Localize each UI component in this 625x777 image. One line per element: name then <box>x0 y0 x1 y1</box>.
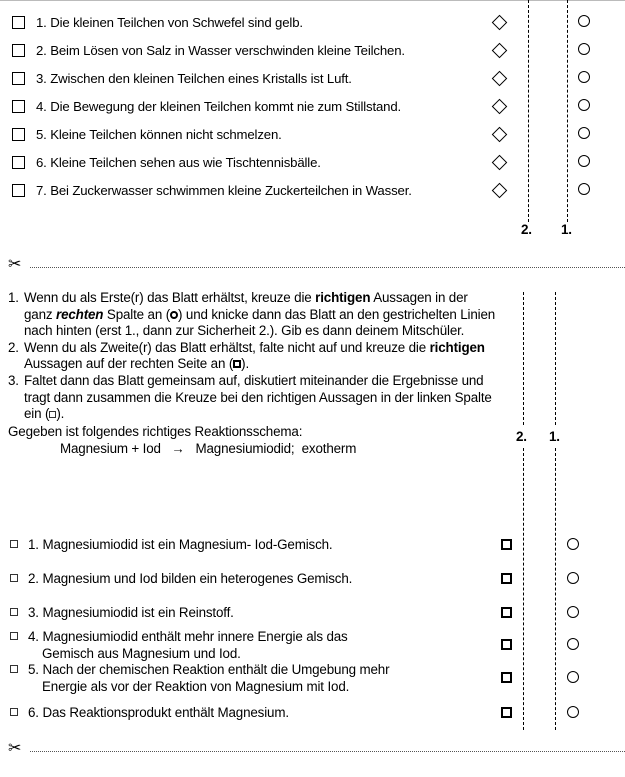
fold-label-1-top: 1. <box>561 222 572 237</box>
statement-number: 2. <box>28 571 39 586</box>
statement-number: 5. <box>28 662 39 677</box>
cut-rule-top <box>0 258 625 278</box>
checkbox-cell[interactable] <box>0 156 36 169</box>
circle-marker-icon[interactable] <box>578 43 590 55</box>
instr-seg-text: Spalte an ( <box>103 306 171 322</box>
statement-text <box>28 662 500 695</box>
circle-marker-icon[interactable] <box>578 183 590 195</box>
diamond-marker-icon[interactable] <box>491 42 507 58</box>
diamond-marker-icon[interactable] <box>491 14 507 30</box>
statement-body: Magnesiumiodid enthält mehr innere Energie als das <box>42 629 348 644</box>
instr-seg-bold: richtigen <box>315 290 371 305</box>
empty-square-checkbox-small-icon[interactable] <box>10 708 18 716</box>
checkbox-cell[interactable] <box>0 705 28 716</box>
statement-text <box>28 605 500 622</box>
diamond-marker-icon[interactable] <box>491 154 507 170</box>
diamond-marker-icon[interactable] <box>491 182 507 198</box>
instruction-item-1 <box>8 290 498 340</box>
square-marker-bold-icon[interactable] <box>501 607 512 618</box>
empty-square-checkbox-small-icon[interactable] <box>10 540 18 548</box>
diamond-cell[interactable] <box>486 185 512 196</box>
statement-number: 1. <box>36 14 47 30</box>
empty-square-checkbox-icon[interactable] <box>12 128 25 141</box>
statement-row <box>0 705 500 722</box>
instruction-number: 3. <box>8 372 19 388</box>
statement-body: Kleine Teilchen sehen aus wie Tischtennisbälle. <box>50 154 321 170</box>
statement-number: 5. <box>36 126 47 142</box>
statement-body-line2: Energie als vor der Reaktion von Magnesium mit Iod. <box>42 678 350 694</box>
instruction-text <box>24 373 498 423</box>
statement-body: Beim Lösen von Salz in Wasser verschwinden kleine Teilchen. <box>50 42 405 58</box>
statement-row <box>0 180 512 200</box>
statement-text <box>36 15 486 30</box>
circle-marker-icon[interactable] <box>567 671 579 683</box>
checkbox-cell[interactable] <box>0 537 28 548</box>
circle-marker-icon[interactable] <box>578 99 590 111</box>
diamond-marker-icon[interactable] <box>491 126 507 142</box>
statement-row <box>0 152 512 172</box>
instr-seg-text: Aussagen in der ganz <box>24 290 468 322</box>
reaction-schema: Magnesium + Iod → Magnesiumiodid; exotherm <box>60 441 357 457</box>
statement-body: Magnesium und Iod bilden ein heterogenes Gemisch. <box>42 571 353 586</box>
instructions-block <box>8 290 498 458</box>
checkbox-cell[interactable] <box>0 662 28 673</box>
diamond-cell[interactable] <box>486 17 512 28</box>
statement-row <box>0 605 500 622</box>
checkbox-cell[interactable] <box>0 100 36 113</box>
statement-text <box>28 705 500 722</box>
empty-square-checkbox-icon[interactable] <box>12 44 25 57</box>
statement-body: Die Bewegung der kleinen Teilchen kommt nie zum Stillstand. <box>50 98 402 114</box>
checkbox-cell[interactable] <box>0 128 36 141</box>
instr-seg-bold: richtigen <box>429 339 485 355</box>
empty-square-checkbox-icon[interactable] <box>12 72 25 85</box>
instruction-item-3 <box>8 373 498 423</box>
empty-square-checkbox-small-icon[interactable] <box>10 632 18 640</box>
fold-line-2-top <box>528 0 529 222</box>
fold-line-2-bottom <box>523 448 524 730</box>
instr-seg-text: ). <box>241 356 250 372</box>
instr-seg-text: Wenn du als Erste(r) das Blatt erhältst, kreuze die <box>24 290 316 305</box>
statement-row <box>0 12 512 32</box>
statement-body: Nach der chemischen Reaktion enthält die Umgebung mehr <box>42 662 390 677</box>
statement-row <box>0 96 512 116</box>
instr-seg-text: Faltet dann das Blatt gemeinsam auf, diskutiert miteinander die Ergebnisse und tragt dann zusammen die Kreuze bei den richtigen Aussagen in der linken Spalte ein ( <box>24 372 492 422</box>
statement-body: Bei Zuckerwasser schwimmen kleine Zuckerteilchen in Wasser. <box>50 182 412 198</box>
diamond-marker-icon[interactable] <box>491 70 507 86</box>
circle-marker-icon[interactable] <box>578 15 590 27</box>
square-marker-bold-icon[interactable] <box>501 573 512 584</box>
diamond-marker-icon[interactable] <box>491 98 507 114</box>
statement-row <box>0 537 500 554</box>
instr-seg-text: ) und knicke dann das Blatt an den gestrichelten Linien nach hinten (erst 1., dann zur Sicherheit 2.). Gib es dann deinem Mitschüler. <box>24 306 496 339</box>
circle-marker-icon[interactable] <box>567 538 579 550</box>
diamond-cell[interactable] <box>486 73 512 84</box>
checkbox-cell[interactable] <box>0 184 36 197</box>
statement-text <box>36 71 486 86</box>
circle-marker-icon[interactable] <box>567 572 579 584</box>
square-marker-bold-icon[interactable] <box>501 672 512 683</box>
instr-seg-text: Wenn du als Zweite(r) das Blatt erhältst, falte nicht auf und kreuze die <box>24 339 430 355</box>
instruction-text <box>24 290 498 340</box>
diamond-cell[interactable] <box>486 157 512 168</box>
statement-number: 6. <box>36 154 47 170</box>
fold-line-2-instructions <box>523 292 524 425</box>
empty-square-checkbox-icon[interactable] <box>12 184 25 197</box>
statement-body: Magnesiumiodid ist ein Reinstoff. <box>42 605 234 620</box>
instruction-text <box>24 340 498 373</box>
statement-body: Zwischen den kleinen Teilchen eines Kristalls ist Luft. <box>50 70 352 86</box>
statement-row <box>0 662 500 695</box>
statement-text <box>36 155 486 170</box>
cut-dotted-line <box>30 751 625 752</box>
statement-number: 4. <box>36 98 47 114</box>
diamond-cell[interactable] <box>486 129 512 140</box>
statement-row <box>0 124 512 144</box>
statement-text <box>28 571 500 588</box>
checkbox-cell[interactable] <box>0 605 28 616</box>
statement-number: 2. <box>36 42 47 58</box>
square-marker-bold-icon[interactable] <box>501 639 512 650</box>
instruction-item-2 <box>8 340 498 373</box>
statement-text <box>36 99 486 114</box>
statement-number: 4. <box>28 629 39 644</box>
checkbox-cell[interactable] <box>0 571 28 582</box>
instruction-number: 1. <box>8 290 19 305</box>
statement-text <box>36 127 486 142</box>
empty-square-checkbox-small-icon[interactable] <box>10 665 18 673</box>
diamond-cell[interactable] <box>486 101 512 112</box>
square-marker-bold-icon[interactable] <box>501 539 512 550</box>
scissors-icon: ✂ <box>8 740 22 757</box>
cut-rule-bottom <box>0 742 625 762</box>
empty-square-checkbox-small-icon[interactable] <box>10 574 18 582</box>
empty-square-checkbox-small-icon[interactable] <box>10 608 18 616</box>
fold-label-2-bottom: 2. <box>516 429 527 444</box>
circle-marker-icon <box>170 311 178 319</box>
statement-text <box>28 537 500 554</box>
statement-body: Kleine Teilchen können nicht schmelzen. <box>50 126 282 142</box>
statement-row <box>0 571 500 588</box>
diamond-cell[interactable] <box>486 45 512 56</box>
top-statement-section <box>0 0 625 252</box>
statement-body-line2: Gemisch aus Magnesium und Iod. <box>42 645 241 661</box>
scissors-icon: ✂ <box>8 256 22 273</box>
checkbox-cell[interactable] <box>0 72 36 85</box>
statement-number: 6. <box>28 705 39 720</box>
statement-row <box>0 629 500 662</box>
checkbox-cell[interactable] <box>0 44 36 57</box>
statement-text <box>36 43 486 58</box>
given-reaction-label: Gegeben ist folgendes richtiges Reaktionsschema: <box>8 423 303 439</box>
statement-row <box>0 68 512 88</box>
empty-square-checkbox-icon[interactable] <box>12 16 25 29</box>
statement-body: Die kleinen Teilchen von Schwefel sind gelb. <box>50 14 303 30</box>
checkbox-cell[interactable] <box>0 16 36 29</box>
page-top-divider <box>0 0 625 1</box>
checkbox-cell[interactable] <box>0 629 28 640</box>
instr-seg-text: ). <box>56 406 65 422</box>
fold-line-1-bottom <box>555 448 556 730</box>
fold-label-2-top: 2. <box>521 222 532 237</box>
fold-line-1-instructions <box>555 292 556 425</box>
circle-marker-icon[interactable] <box>578 71 590 83</box>
circle-marker-icon[interactable] <box>578 155 590 167</box>
instr-seg-bolditalic: rechten <box>56 306 104 322</box>
statement-number: 3. <box>36 70 47 86</box>
cut-dotted-line <box>30 267 625 268</box>
circle-marker-icon[interactable] <box>567 706 579 718</box>
statement-row <box>0 40 512 60</box>
circle-marker-icon[interactable] <box>578 127 590 139</box>
statement-text <box>28 629 500 662</box>
fold-line-1-top <box>567 0 568 222</box>
empty-square-checkbox-icon[interactable] <box>12 156 25 169</box>
statement-body: Magnesiumiodid ist ein Magnesium- Iod-Gemisch. <box>42 537 333 552</box>
statement-number: 1. <box>28 537 39 552</box>
statement-number: 7. <box>36 182 47 198</box>
instruction-number: 2. <box>8 339 19 355</box>
statement-body: Das Reaktionsprodukt enthält Magnesium. <box>42 705 289 720</box>
statement-number: 3. <box>28 605 39 620</box>
square-marker-bold-icon <box>233 360 241 368</box>
instr-seg-text: Aussagen auf der rechten Seite an ( <box>24 356 234 372</box>
square-marker-bold-icon[interactable] <box>501 707 512 718</box>
fold-label-1-bottom: 1. <box>549 429 560 444</box>
circle-marker-icon[interactable] <box>567 638 579 650</box>
empty-square-checkbox-icon[interactable] <box>12 100 25 113</box>
circle-marker-icon[interactable] <box>567 606 579 618</box>
statement-text <box>36 183 486 198</box>
